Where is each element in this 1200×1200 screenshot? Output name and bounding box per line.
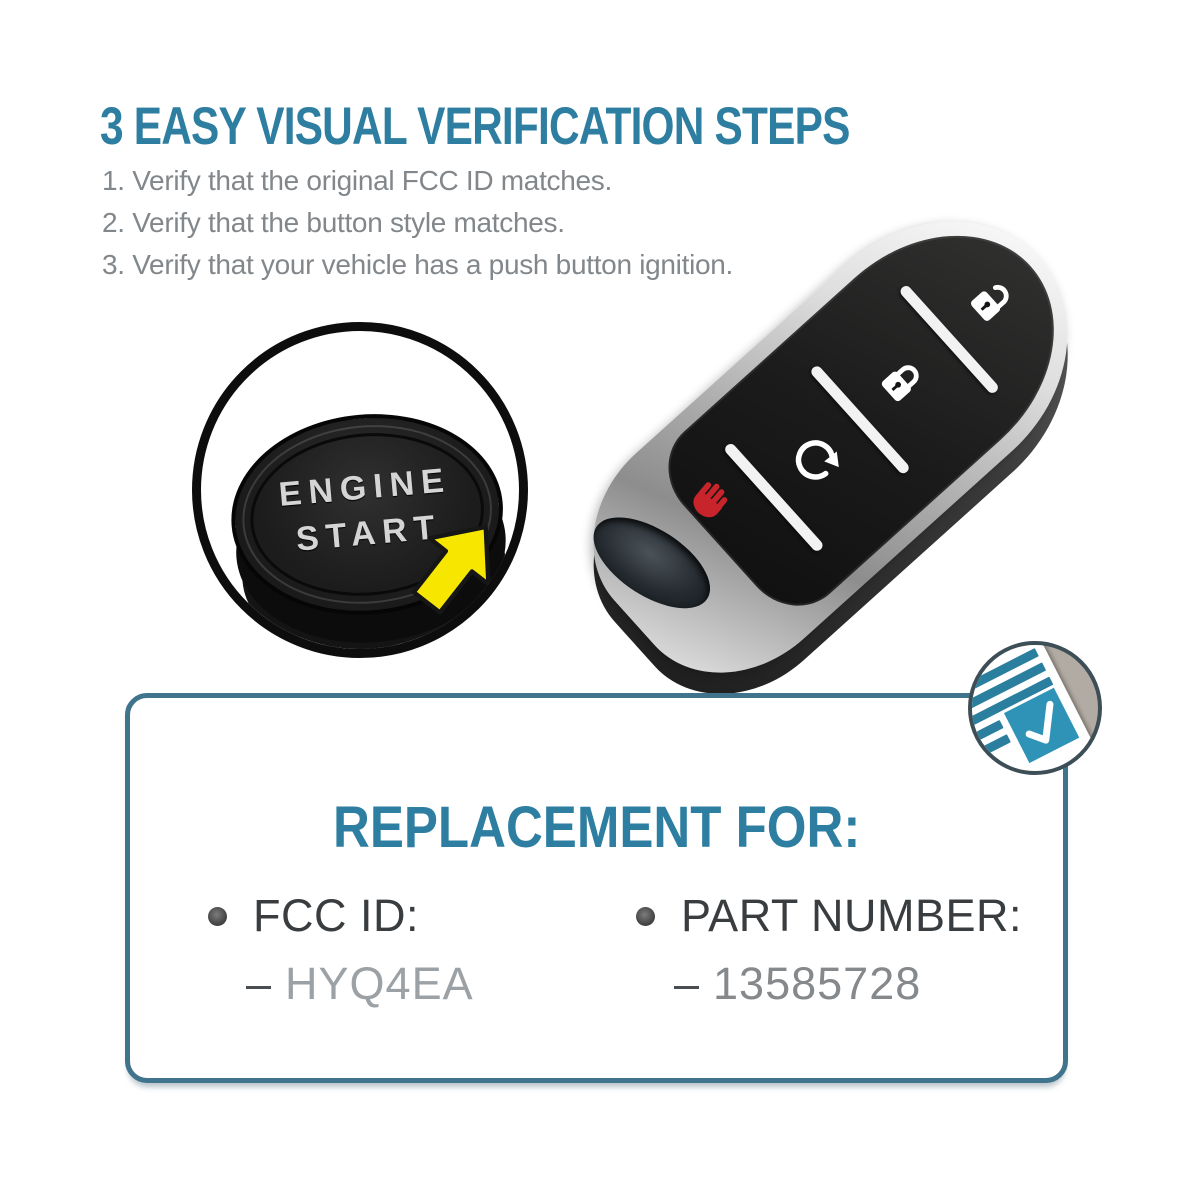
replacement-heading: REPLACEMENT FOR:	[332, 795, 861, 860]
fcc-id-item	[208, 890, 474, 1010]
part-number-label: PART NUMBER:	[681, 890, 1023, 941]
step-1: 1. Verify that the original FCC ID matches.	[102, 165, 612, 196]
engine-start-button	[192, 322, 528, 658]
step-3: 3. Verify that your vehicle has a push button ignition.	[102, 249, 734, 280]
part-number-item	[636, 890, 1022, 1010]
checklist-icon	[968, 641, 1102, 775]
fcc-id-value: HYQ4EA	[285, 958, 474, 1009]
fcc-id-dash: –	[246, 958, 272, 1009]
unlock-icon	[959, 269, 1024, 334]
part-number-dash: –	[674, 958, 700, 1009]
engine-start-inset	[192, 322, 528, 658]
part-number-value: 13585728	[713, 958, 922, 1009]
page-title-text: 3 EASY VISUAL VERIFICATION STEPS	[100, 97, 850, 156]
verification-steps	[102, 160, 733, 286]
bullet-icon	[208, 907, 227, 926]
bullet-icon	[636, 907, 655, 926]
document-icon	[968, 641, 1102, 775]
replacement-box	[125, 693, 1068, 1083]
remote-start-icon	[779, 426, 850, 497]
lock-icon	[870, 349, 935, 414]
fcc-id-label: FCC ID:	[253, 890, 419, 941]
engine-start-label: ENGINE START	[277, 461, 453, 559]
page-title	[100, 96, 1037, 157]
step-2: 2. Verify that the button style matches.	[102, 207, 565, 238]
